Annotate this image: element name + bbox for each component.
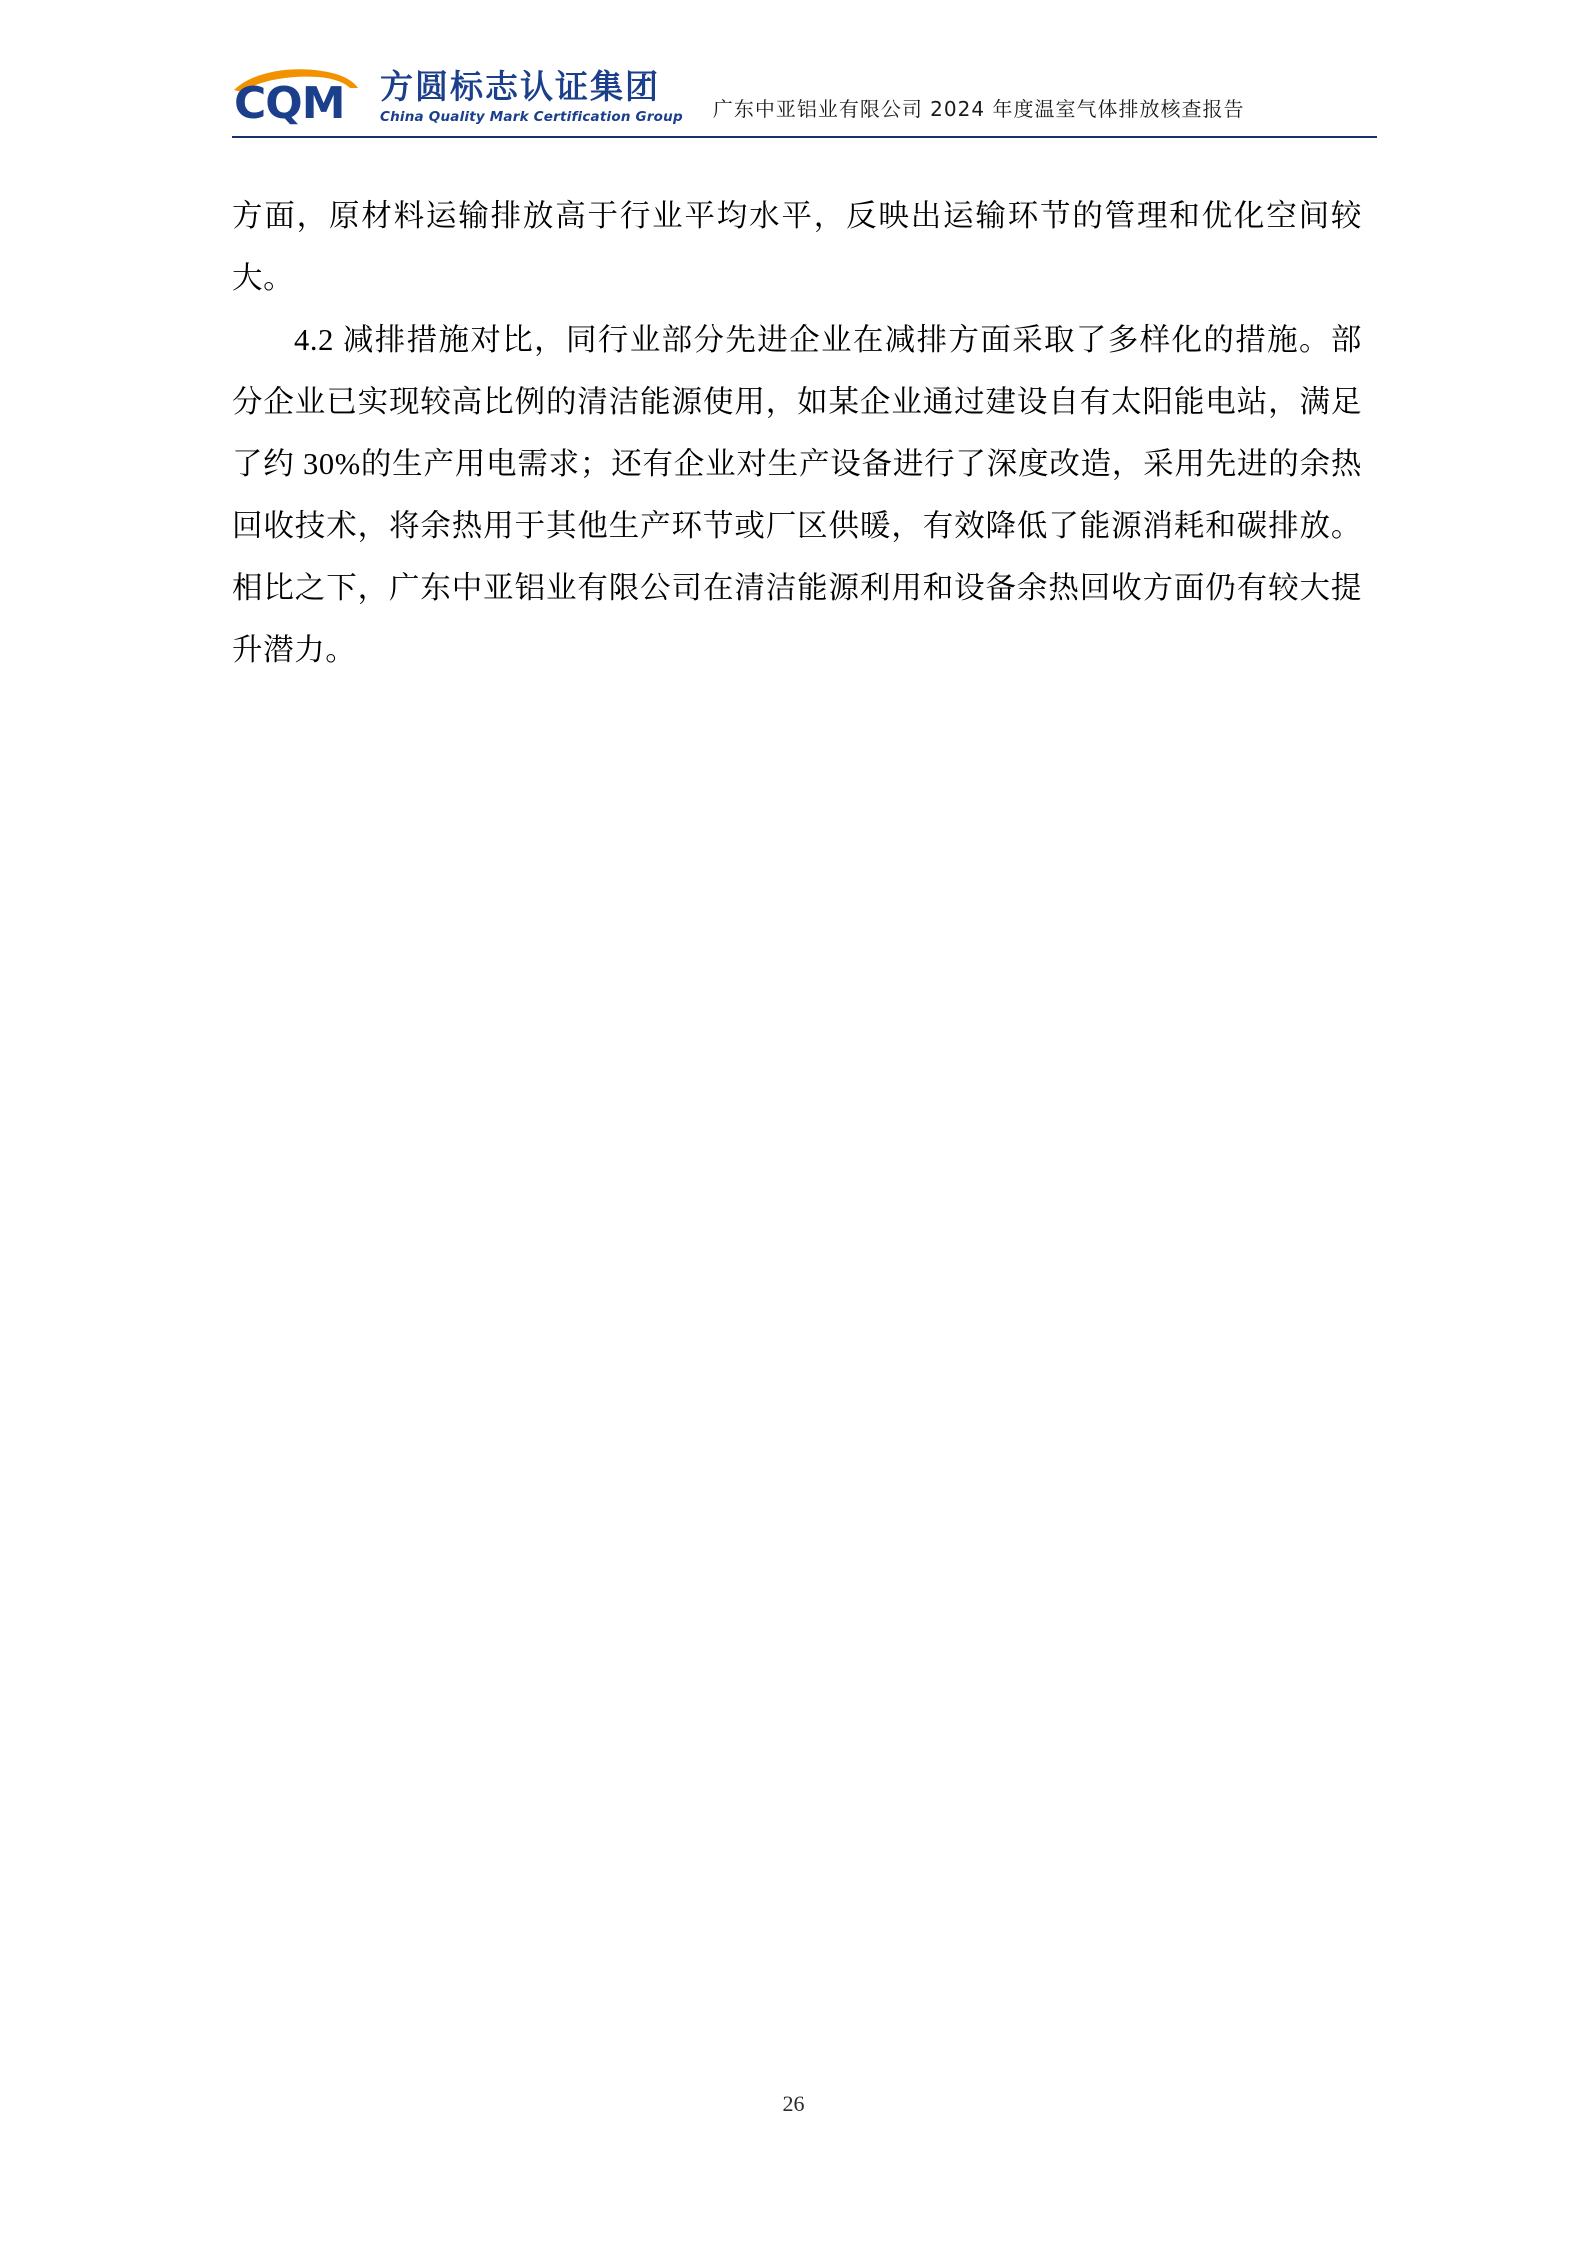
- logo-wordmark: [380, 66, 683, 128]
- page-number: 26: [782, 2091, 805, 2116]
- header-content: [232, 48, 1377, 128]
- paragraph: 4.2 减排措施对比，同行业部分先进企业在减排方面采取了多样化的措施。部分企业已实现较高比例的清洁能源使用，如某企业通过建设自有太阳能电站，满足了约 30%的生产用电需求；还有企业对生产设备进行了深度改造，采用先进的余热回收技术，将余热用于其他生产环节或厂区供暖，有效降低了能源消耗和碳排放。相比之下，广东中亚铝业有限公司在清洁能源利用和设备余热回收方面仍有较大提升潜力。: [232, 323, 1362, 667]
- paragraph: 方面，原材料运输排放高于行业平均水平，反映出运输环节的管理和优化空间较大。: [232, 199, 1362, 295]
- logo-company-en: China Quality Mark Certification Group: [380, 108, 683, 125]
- page-header: [232, 48, 1377, 144]
- cqm-logo: [232, 66, 683, 128]
- document-body: [232, 185, 1362, 681]
- header-divider: [232, 136, 1377, 138]
- logo-mark-text: CQM: [234, 78, 345, 129]
- logo-company-cn: 方圆标志认证集团: [380, 67, 660, 107]
- logo-mark: [232, 66, 364, 128]
- page-footer: [0, 2091, 1587, 2117]
- header-report-title: 广东中亚铝业有限公司 2024 年度温室气体排放核查报告: [712, 97, 1245, 121]
